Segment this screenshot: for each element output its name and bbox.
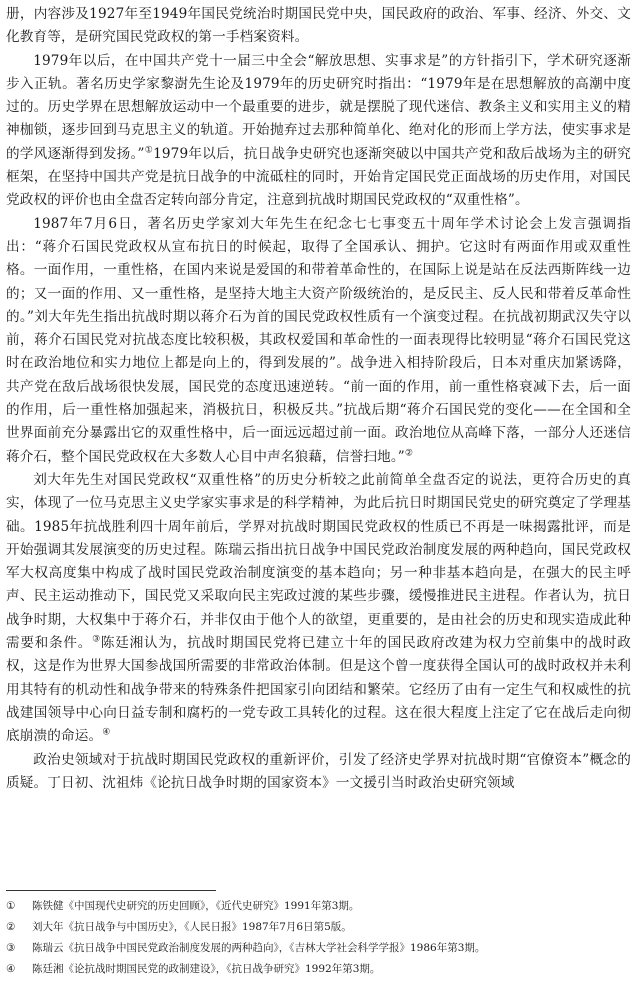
footnote-4 (6, 959, 631, 980)
footnote-1-text: 陈铁健《中国现代史研究的历史回顾》，《近代史研究》1991年第3期。 (32, 900, 360, 912)
paragraph-4 (6, 469, 631, 749)
body-text (6, 3, 631, 795)
footnote-separator (6, 890, 216, 891)
paragraph-3-text: 1987年7月6日，著名历史学家刘大年先生在纪念七七事变五十周年学术讨论会上发言强调指出：“蒋介石国民党政权从宣布抗日的时候起，取得了全国承认、拥护。它这时有两面作用或双重性格。一面作用，一重性格，在国内来说是爱国的和带着革命性的，在国际上说是站在反法西斯阵线一边的；又一面的作用、又一重性格，是坚持大地主大资产阶级统治的，是反民主、反人民和带着反革命性的。”刘大年先生指出抗战时期以蒋介石为首的国民党政权性质有一个演变过程。在抗战初期武汉失守以前，蒋介石国民党对抗战态度比较积极，其政权爱国和革命性的一面表现得比较明显“蒋介石国民党这时在政治地位和实力地位上都是向上的，得到发展的”。战争进入相持阶段后，日本对重庆加紧诱降，共产党在敌后战场很快发展，国民党的态度迅速逆转。“前一面的作用，前一重性格衰减下去，后一面的作用，后一重性格加强起来，消极抗日，积极反共。”抗战后期“蒋介石国民党的变化——在全国和全世界面前充分暴露出它的双重性格中，后一面远远超过前一面。政治地位从高峰下落，一部分人还迷信蒋介石，整个国民党政权在大多数人心目中声名狼藉，信誉扫地。” (6, 215, 631, 465)
footnote-4-text: 陈廷湘《论抗战时期国民党的政制建设》，《抗日战争研究》1992年第3期。 (32, 963, 381, 975)
footnote-ref-4: ④ (102, 727, 111, 738)
footnote-2-mark: ② (6, 921, 16, 933)
paragraph-2-text: 1979年以后，在中国共产党十一届三中全会“解放思想、实事求是”的方针指引下，学术研究逐渐步入正轨。著名历史学家黎澍先生论及1979年的历史研究时指出：“1979年是在思想解放的高潮中度过的。历史学界在思想解放运动中一个最重要的进步，就是摆脱了现代迷信、教条主义和实用主义的精神枷锁，逐步回到马克思主义的轨道。开始抛弃过去那种简单化、绝对化的形而上学方法，使实事求是的学风逐渐得到发扬。” (6, 52, 631, 162)
footnote-ref-1: ① (144, 145, 154, 156)
paragraph-2-text-continued: 1979年以后，抗日战争史研究也逐渐突破以中国共产党和敌后战场为主的研究框架，在坚持中国共产党是抗日战争的中流砥柱的同时，开始肯定国民党正面战场的历史作用，对国民党政权的评价也由全盘否定转向部分肯定，注意到抗战时期国民党政权的“双重性格”。 (6, 145, 631, 209)
footnote-1 (6, 896, 631, 917)
footnote-4-mark: ④ (6, 963, 16, 975)
paragraph-5 (6, 749, 631, 796)
footnote-ref-3: ③ (92, 634, 101, 645)
footnote-3-text: 陈瑞云《抗日战争中国民党政治制度发展的两种趋向》，《吉林大学社会科学学报》1986年第3期。 (32, 942, 486, 954)
footnote-1-mark: ① (6, 900, 16, 912)
paragraph-1 (6, 3, 631, 50)
footnote-2 (6, 917, 631, 938)
footnote-3 (6, 938, 631, 959)
paragraph-4-text-continued: 陈廷湘认为，抗战时期国民党将已建立十年的国民政府改建为权力空前集中的战时政权，这是作为世界大国参战国所需要的非常政治体制。但是这个曾一度获得全国认可的战时政权并未利用其特有的机动性和战争带来的特殊条件把国家引向团结和繁荣。它经历了由有一定生气和权威性的抗战建国领导中心向日益专制和腐朽的一党专政工具转化的过程。这在很大程度上注定了它在战后走向彻底崩溃的命运。 (6, 635, 631, 745)
paragraph-1-text: 册，内容涉及1927年至1949年国民党统治时期国民党中央，国民政府的政治、军事、经济、外交、文化教育等，是研究国民党政权的第一手档案资料。 (6, 6, 631, 46)
footnotes (6, 896, 631, 980)
paragraph-2 (6, 50, 631, 213)
paragraph-5-text: 政治史领域对于抗战时期国民党政权的重新评价，引发了经济史学界对抗战时期“官僚资本”概念的质疑。丁日初、沈祖炜《论抗日战争时期的国家资本》一文援引当时政治史研究领域 (6, 751, 631, 791)
paragraph-3 (6, 213, 631, 469)
footnote-3-mark: ③ (6, 942, 16, 954)
paragraph-4-text: 刘大年先生对国民党政权“双重性格”的历史分析较之此前简单全盘否定的说法，更符合历史的真实，体现了一位马克思主义史学家实事求是的科学精神，为此后抗日时期国民党史的研究奠定了学理基础。1985年抗战胜利四十周年前后，学界对抗战时期国民党政权的性质已不再是一味揭露批评，而是开始强调其发展演变的历史过程。陈瑞云指出抗日战争中国民党政治制度发展的两种趋向，国民党政权军大权高度集中构成了战时国民党政治制度演变的基本趋向；另一种非基本趋向是，在强大的民主呼声、民主运动推动下，国民党又采取向民主宪政过渡的某些步骤，缓慢推进民主进程。作者认为，抗日战争时期，大权集中于蒋介石，并非仅由于他个人的欲望，更重要的，是由社会的历史和现实造成此种需要和条件。 (6, 471, 631, 652)
footnote-2-text: 刘大年《抗日战争与中国历史》，《人民日报》1987年7月6日第5版。 (32, 921, 352, 933)
footnote-ref-2: ② (404, 448, 414, 459)
